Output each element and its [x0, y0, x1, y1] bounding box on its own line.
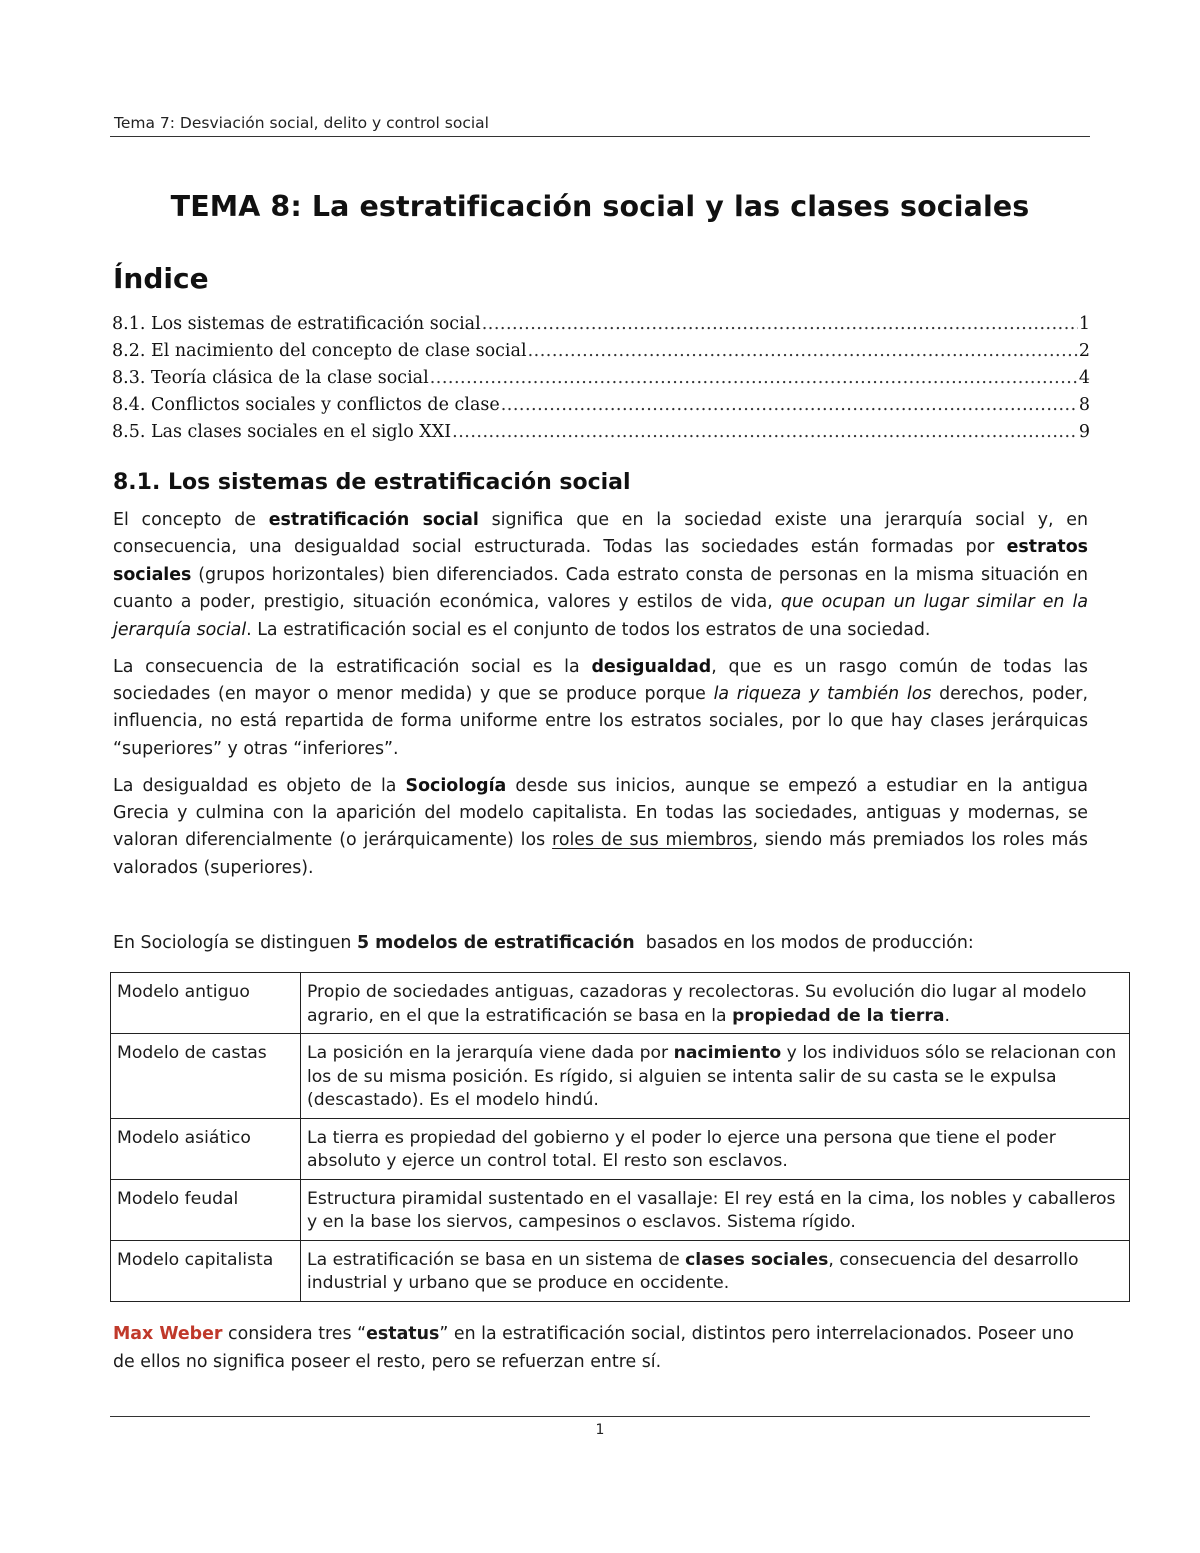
author-name: Max Weber: [113, 1324, 223, 1344]
model-description-cell: [301, 1034, 1130, 1119]
toc-entry[interactable]: [112, 392, 1090, 419]
toc-dot-leader: [430, 365, 1078, 392]
model-name-cell: Modelo de castas: [111, 1034, 301, 1119]
text-run: considera tres “: [222, 1324, 367, 1344]
text-run: La consecuencia de la estratificación social es la: [113, 656, 592, 677]
text-run: derechos, poder, influencia, no está repartida de forma uniforme entre los estratos sociales, por lo que hay clases jerárquicas “superiores” y otras “inferiores”.: [113, 683, 1088, 759]
bold-term: desigualdad: [591, 656, 712, 677]
toc-entry-label[interactable]: 8.1. Los sistemas de estratificación social: [112, 314, 481, 334]
model-name-cell: Modelo asiático: [111, 1118, 301, 1179]
bold-term: Sociología: [405, 775, 507, 796]
model-name-cell: Modelo antiguo: [111, 973, 301, 1034]
toc-entry-label[interactable]: 8.4. Conflictos sociales y conflictos de clase: [112, 395, 500, 415]
table-row: [111, 973, 1130, 1034]
text-run: , que es un rasgo común de todas las sociedades (en mayor o menor medida) y que se produce porque: [113, 656, 1088, 704]
toc-entry[interactable]: [112, 365, 1090, 392]
text-run: La estratificación se basa en un sistema de: [307, 1249, 686, 1270]
text-run: significa que en la sociedad existe una jerarquía social y, en consecuencia, una desigualdad social estructurada. Todas las sociedades están formadas por: [113, 510, 1088, 558]
table-row: [111, 1179, 1130, 1240]
text-run: La posición en la jerarquía viene dada por: [307, 1043, 674, 1063]
text-run: Propio de sociedades antiguas, cazadoras y recolectoras. Su evolución dio lugar al modelo agrario, en el que la estratificación se basa en la: [307, 982, 1087, 1026]
table-of-contents: [112, 311, 1090, 446]
text-run: (grupos horizontales) bien diferenciados. Cada estrato consta de personas en la misma situación en cuanto a poder, prestigio, situación económica, valores y estilos de vida,: [113, 564, 1088, 613]
page-number: 1: [595, 1422, 605, 1438]
paragraph-stratification: [113, 507, 1088, 644]
section-heading: 8.1. Los sistemas de estratificación social: [113, 470, 631, 495]
running-header: Tema 7: Desviación social, delito y control social: [114, 114, 489, 132]
model-description-cell: [301, 1240, 1130, 1301]
text-run: . La estratificación social es el conjunto de todos los estratos de una sociedad.: [246, 619, 931, 640]
bold-term: estratos sociales: [113, 537, 1088, 585]
italic-phrase: la riqueza y también los: [713, 683, 932, 704]
toc-entry-label[interactable]: 8.5. Las clases sociales en el siglo XXI: [112, 422, 452, 442]
text-run: Estructura piramidal sustentado en el vasallaje: El rey está en la cima, los nobles y caballeros y en la base los siervos, campesinos o esclavos. Sistema rígido.: [307, 1188, 1116, 1232]
text-run: y los individuos sólo se relacionan con los de su misma posición. Es rígido, si alguien se intenta salir de su casta se le expulsa (descastado). Es el modelo hindú.: [307, 1043, 1117, 1110]
text-run: , siendo más premiados los roles más valorados (superiores).: [113, 830, 1088, 878]
text-run: La desigualdad es objeto de la: [113, 775, 406, 796]
bold-term: propiedad de la tierra: [732, 1005, 945, 1026]
models-intro: [113, 930, 974, 957]
toc-entry[interactable]: [112, 311, 1090, 338]
paragraph-sociology: [113, 773, 1088, 883]
toc-dot-leader: [452, 419, 1078, 446]
toc-entry[interactable]: [112, 419, 1090, 446]
toc-entry-label[interactable]: 8.3. Teoría clásica de la clase social: [112, 368, 429, 388]
table-row: [111, 1240, 1130, 1301]
toc-entry-page[interactable]: 2: [1078, 341, 1090, 361]
toc-entry-label[interactable]: 8.2. El nacimiento del concepto de clase social: [112, 341, 527, 361]
section-body: [113, 507, 1088, 892]
toc-entry-page[interactable]: 4: [1078, 368, 1090, 388]
text-run: desde sus inicios, aunque se empezó a estudiar en la antigua Grecia y culmina con la aparición del modelo capitalista. En todas las sociedades, antiguas y modernas, se valoran diferencialmente (o jerárquicamente) los: [113, 775, 1088, 851]
text-run: La tierra es propiedad del gobierno y el poder lo ejerce una persona que tiene el poder absoluto y ejerce un control total. El resto son esclavos.: [307, 1127, 1056, 1171]
document-page: [110, 0, 1117, 1553]
page-title: TEMA 8: La estratificación social y las clases sociales: [170, 190, 1030, 223]
italic-phrase: que ocupan un lugar similar en la jerarquía social: [113, 592, 1088, 640]
text-run: En Sociología se distinguen: [113, 933, 357, 953]
model-name-cell: Modelo feudal: [111, 1179, 301, 1240]
model-description-cell: [301, 973, 1130, 1034]
text-run: basados en los modos de producción:: [634, 933, 974, 953]
underlined-phrase: roles de sus miembros: [552, 830, 753, 851]
bold-term: clases sociales: [685, 1249, 829, 1270]
index-heading: Índice: [113, 262, 209, 295]
toc-dot-leader: [528, 338, 1078, 365]
text-run: , consecuencia del desarrollo industrial y urbano que se produce en occidente.: [307, 1249, 1079, 1293]
bold-term: nacimiento: [673, 1043, 782, 1063]
table-row: [111, 1118, 1130, 1179]
toc-entry-page[interactable]: 1: [1078, 314, 1090, 334]
bold-term: estratificación social: [268, 510, 479, 530]
toc-entry[interactable]: [112, 338, 1090, 365]
header-rule: [110, 136, 1090, 137]
toc-dot-leader: [501, 392, 1078, 419]
text-run: El concepto de: [113, 510, 269, 530]
model-description-cell: [301, 1118, 1130, 1179]
toc-entry-page[interactable]: 8: [1078, 395, 1090, 415]
toc-dot-leader: [482, 311, 1078, 338]
model-name-cell: Modelo capitalista: [111, 1240, 301, 1301]
bold-term: 5 modelos de estratificación: [356, 933, 635, 953]
paragraph-inequality: [113, 654, 1088, 764]
footer-rule: [110, 1416, 1090, 1417]
toc-entry-page[interactable]: 9: [1078, 422, 1090, 442]
text-run: ” en la estratificación social, distintos pero interrelacionados. Poseer uno de ellos no significa poseer el resto, pero se refuerzan entre sí.: [113, 1324, 1074, 1372]
models-table: [110, 972, 1130, 1302]
table-row: [111, 1034, 1130, 1119]
text-run: .: [944, 1005, 950, 1026]
weber-paragraph: [113, 1321, 1093, 1376]
model-description-cell: [301, 1179, 1130, 1240]
bold-term: estatus: [366, 1324, 440, 1344]
